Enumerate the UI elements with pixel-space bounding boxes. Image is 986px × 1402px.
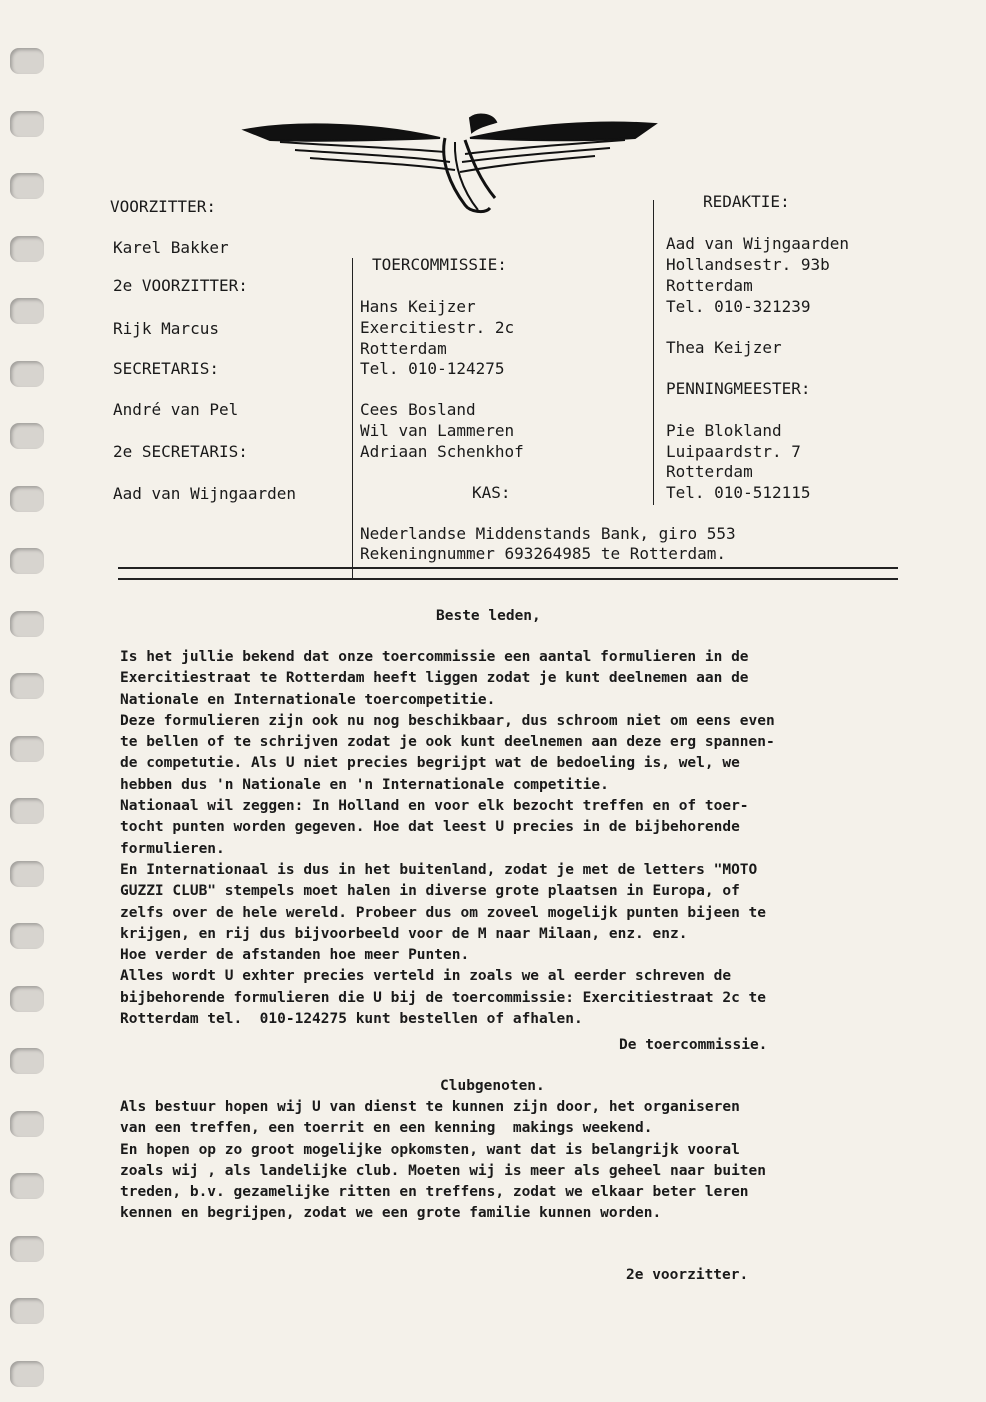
letter-line: GUZZI CLUB" stempels moet halen in diverse grote plaatsen in Europa, of	[120, 883, 740, 900]
letter-salutation: Clubgenoten.	[440, 1078, 545, 1094]
letter-line: Hoe verder de afstanden hoe meer Punten.	[120, 947, 470, 964]
letter-line: Nationale en Internationale toercompetitie.	[120, 691, 496, 708]
redaktie-label: REDAKTIE:	[703, 192, 790, 211]
secretaris2-name: Aad van Wijngaarden	[113, 484, 297, 503]
letter-line: Is het jullie bekend dat onze toercommissie een aantal formulieren in de	[120, 649, 749, 665]
letter-body	[120, 647, 775, 1030]
binder-hole	[10, 173, 44, 199]
binder-hole	[10, 236, 44, 262]
penningmeester-city: Rotterdam	[666, 462, 753, 481]
letter-line: bijbehorende formulieren die U bij de toercommissie: Exercitiestraat 2c te	[120, 989, 767, 1006]
toercommissie-label: TOERCOMMISSIE:	[372, 255, 507, 274]
letter-line: treden, b.v. gezamelijke ritten en treffens, zodat we elkaar beter leren	[120, 1184, 749, 1201]
letter-line: Alles wordt U exhter precies verteld in zoals we al eerder schreven de	[120, 968, 732, 985]
bank-account: Rekeningnummer 693264985 te Rotterdam.	[360, 544, 727, 563]
secretaris-name: André van Pel	[113, 400, 239, 419]
column-divider-right	[653, 200, 654, 505]
letter-line: formulieren.	[120, 840, 225, 857]
letter-line: Exercitiestraat te Rotterdam heeft liggen zodat je kunt deelnemen aan de	[120, 670, 749, 687]
binder-hole	[10, 923, 44, 949]
letter-line: zelfs over de hele wereld. Probeer dus om zoveel mogelijk punten bijeen te	[120, 904, 767, 921]
letter-line: Als bestuur hopen wij U van dienst te kunnen zijn door, het organiseren	[120, 1099, 740, 1115]
toercommissie-city: Rotterdam	[360, 339, 447, 358]
redaktie-name: Aad van Wijngaarden	[666, 234, 850, 253]
binder-hole	[10, 548, 44, 574]
binder-hole	[10, 361, 44, 387]
redaktie-city: Rotterdam	[666, 276, 753, 295]
letter-line: kennen en begrijpen, zodat we een grote familie kunnen worden.	[120, 1205, 662, 1222]
toercommissie-address: Exercitiestr. 2c	[360, 318, 515, 337]
binder-hole	[10, 1236, 44, 1262]
voorzitter2-label: 2e VOORZITTER:	[113, 276, 248, 295]
binder-hole	[10, 486, 44, 512]
binder-hole	[10, 611, 44, 637]
toercommissie-member: Adriaan Schenkhof	[360, 442, 524, 461]
toercommissie-name: Hans Keijzer	[360, 297, 476, 316]
penningmeester-address: Luipaardstr. 7	[666, 442, 801, 461]
voorzitter2-name: Rijk Marcus	[113, 319, 219, 338]
penningmeester-label: PENNINGMEESTER:	[666, 379, 811, 398]
letter-line: de competutie. Als U niet precies begrijpt wat de bedoeling is, wel, we	[120, 755, 740, 772]
letter-line: te bellen of te schrijven zodat je ook kunt deelnemen aan deze erg spannen-	[120, 734, 775, 751]
binder-hole	[10, 1361, 44, 1387]
letter-line: tocht punten worden gegeven. Hoe dat leest U precies in de bijbehorende	[120, 819, 740, 836]
binder-hole	[10, 111, 44, 137]
binder-hole	[10, 423, 44, 449]
bank-info: Nederlandse Middenstands Bank, giro 553	[360, 524, 736, 543]
binder-hole	[10, 673, 44, 699]
redaktie-phone: Tel. 010-321239	[666, 297, 811, 316]
letter-line: Deze formulieren zijn ook nu nog beschikbaar, dus schroom niet om eens even	[120, 712, 775, 729]
letter-line: Rotterdam tel. 010-124275 kunt bestellen of afhalen.	[120, 1011, 583, 1028]
letter-line: Nationaal wil zeggen: In Holland en voor elk bezocht treffen en of toer-	[120, 798, 749, 815]
voorzitter-name: Karel Bakker	[113, 238, 229, 257]
redaktie-name-2: Thea Keijzer	[666, 338, 782, 357]
binder-hole	[10, 298, 44, 324]
binder-hole	[10, 1298, 44, 1324]
letter-line: krijgen, en rij dus bijvoorbeeld voor de M naar Milaan, enz. enz.	[120, 925, 688, 942]
letter-line: zoals wij , als landelijke club. Moeten wij is meer als geheel naar buiten	[120, 1162, 767, 1179]
redaktie-address: Hollandsestr. 93b	[666, 255, 830, 274]
secretaris-label: SECRETARIS:	[113, 359, 219, 378]
letter-body	[120, 1097, 766, 1225]
binder-hole	[10, 48, 44, 74]
kas-label: KAS:	[472, 483, 511, 502]
secretaris2-label: 2e SECRETARIS:	[113, 442, 248, 461]
letter-line: van een treffen, een toerrit en een kenning makings weekend.	[120, 1120, 653, 1137]
letter-line: hebben dus 'n Nationale en 'n Internationale competitie.	[120, 776, 609, 793]
penningmeester-phone: Tel. 010-512115	[666, 483, 811, 502]
letter-line: En Internationaal is dus in het buitenland, zodat je met de letters "MOTO	[120, 861, 758, 878]
letter-signature: 2e voorzitter.	[626, 1267, 749, 1283]
binder-hole	[10, 736, 44, 762]
letter-salutation: Beste leden,	[436, 608, 541, 624]
toercommissie-member: Cees Bosland	[360, 400, 476, 419]
binder-hole	[10, 1048, 44, 1074]
voorzitter-label: VOORZITTER:	[110, 197, 216, 216]
column-divider-left	[352, 258, 353, 578]
double-rule-separator	[118, 567, 898, 580]
binder-holes	[0, 0, 60, 1402]
binder-hole	[10, 1173, 44, 1199]
penningmeester-name: Pie Blokland	[666, 421, 782, 440]
letter-signature: De toercommissie.	[619, 1037, 768, 1053]
binder-hole	[10, 798, 44, 824]
letter-line: En hopen op zo groot mogelijke opkomsten, want dat is belangrijk vooral	[120, 1141, 740, 1158]
toercommissie-phone: Tel. 010-124275	[360, 359, 505, 378]
binder-hole	[10, 861, 44, 887]
eagle-logo	[240, 110, 660, 220]
binder-hole	[10, 1111, 44, 1137]
toercommissie-member: Wil van Lammeren	[360, 421, 515, 440]
binder-hole	[10, 986, 44, 1012]
